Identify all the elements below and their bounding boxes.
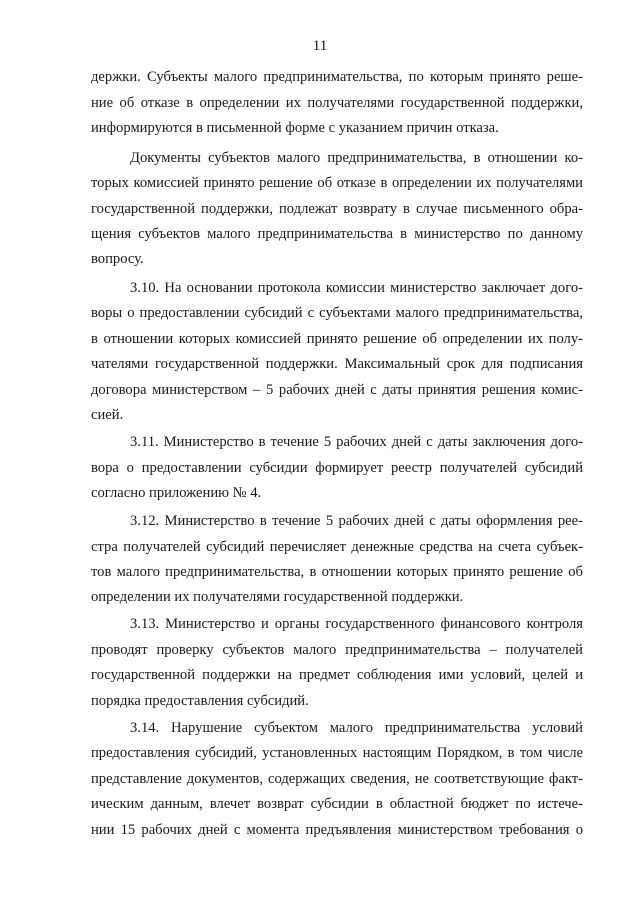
text-line: ическим данным, влечет возврат субсидии в областной бюджет по истече-: [91, 796, 583, 812]
text-line: государственной поддержки, подлежат возврату в случае письменного обра-: [91, 201, 583, 217]
text-line: порядка предоставления субсидий.: [91, 693, 309, 709]
text-line: тов малого предпринимательства, в отношении которых принято решение об: [91, 564, 583, 580]
text-line: 3.11. Министерство в течение 5 рабочих дней с даты заключения дого-: [130, 434, 583, 450]
text-line: 3.14. Нарушение субъектом малого предпринимательства условий: [130, 720, 583, 736]
text-line: определении их получателями государственной поддержки.: [91, 589, 464, 605]
text-line: проводят проверку субъектов малого предпринимательства – получателей: [91, 642, 583, 658]
text-line: государственной поддержки на предмет соблюдения ими условий, целей и: [91, 667, 583, 683]
text-line: Документы субъектов малого предпринимательства, в отношении ко-: [130, 150, 583, 166]
text-line: чателями государственной поддержки. Максимальный срок для подписания: [91, 356, 583, 372]
page-number: 11: [312, 38, 328, 54]
text-line: стра получателей субсидий перечисляет денежные средства на счета субъек-: [91, 539, 583, 555]
text-line: торых комиссией принято решение об отказе в определении их получателями: [91, 175, 583, 191]
text-line: 3.10. На основании протокола комиссии министерство заключает дого-: [130, 280, 583, 296]
text-line: воры о предоставлении субсидий с субъектами малого предпринимательства,: [91, 305, 583, 321]
text-line: вора о предоставлении субсидии формирует реестр получателей субсидий: [91, 460, 583, 476]
text-line: 3.13. Министерство и органы государственного финансового контроля: [130, 616, 583, 632]
text-line: предоставления субсидий, установленных настоящим Порядком, в том числе: [91, 745, 583, 761]
text-line: ние об отказе в определении их получателями государственной поддержки,: [91, 95, 583, 111]
text-line: сией.: [91, 407, 124, 423]
text-line: нии 15 рабочих дней с момента предъявления министерством требования о: [91, 822, 583, 838]
text-line: 3.12. Министерство в течение 5 рабочих дней с даты оформления рее-: [130, 513, 583, 529]
text-line: информируются в письменной форме с указанием причин отказа.: [91, 120, 499, 136]
text-line: вопросу.: [91, 251, 144, 267]
text-line: держки. Субъекты малого предпринимательства, по которым принято реше-: [91, 69, 583, 85]
text-line: щения субъектов малого предпринимательства в министерство по данному: [91, 226, 583, 242]
text-line: договора министерством – 5 рабочих дней с даты принятия решения комис-: [91, 382, 583, 398]
text-line: в отношении которых комиссией принято решение об определении их полу-: [91, 331, 583, 347]
text-line: представление документов, содержащих сведения, не соответствующие факт-: [91, 771, 583, 787]
text-line: согласно приложению № 4.: [91, 485, 262, 501]
